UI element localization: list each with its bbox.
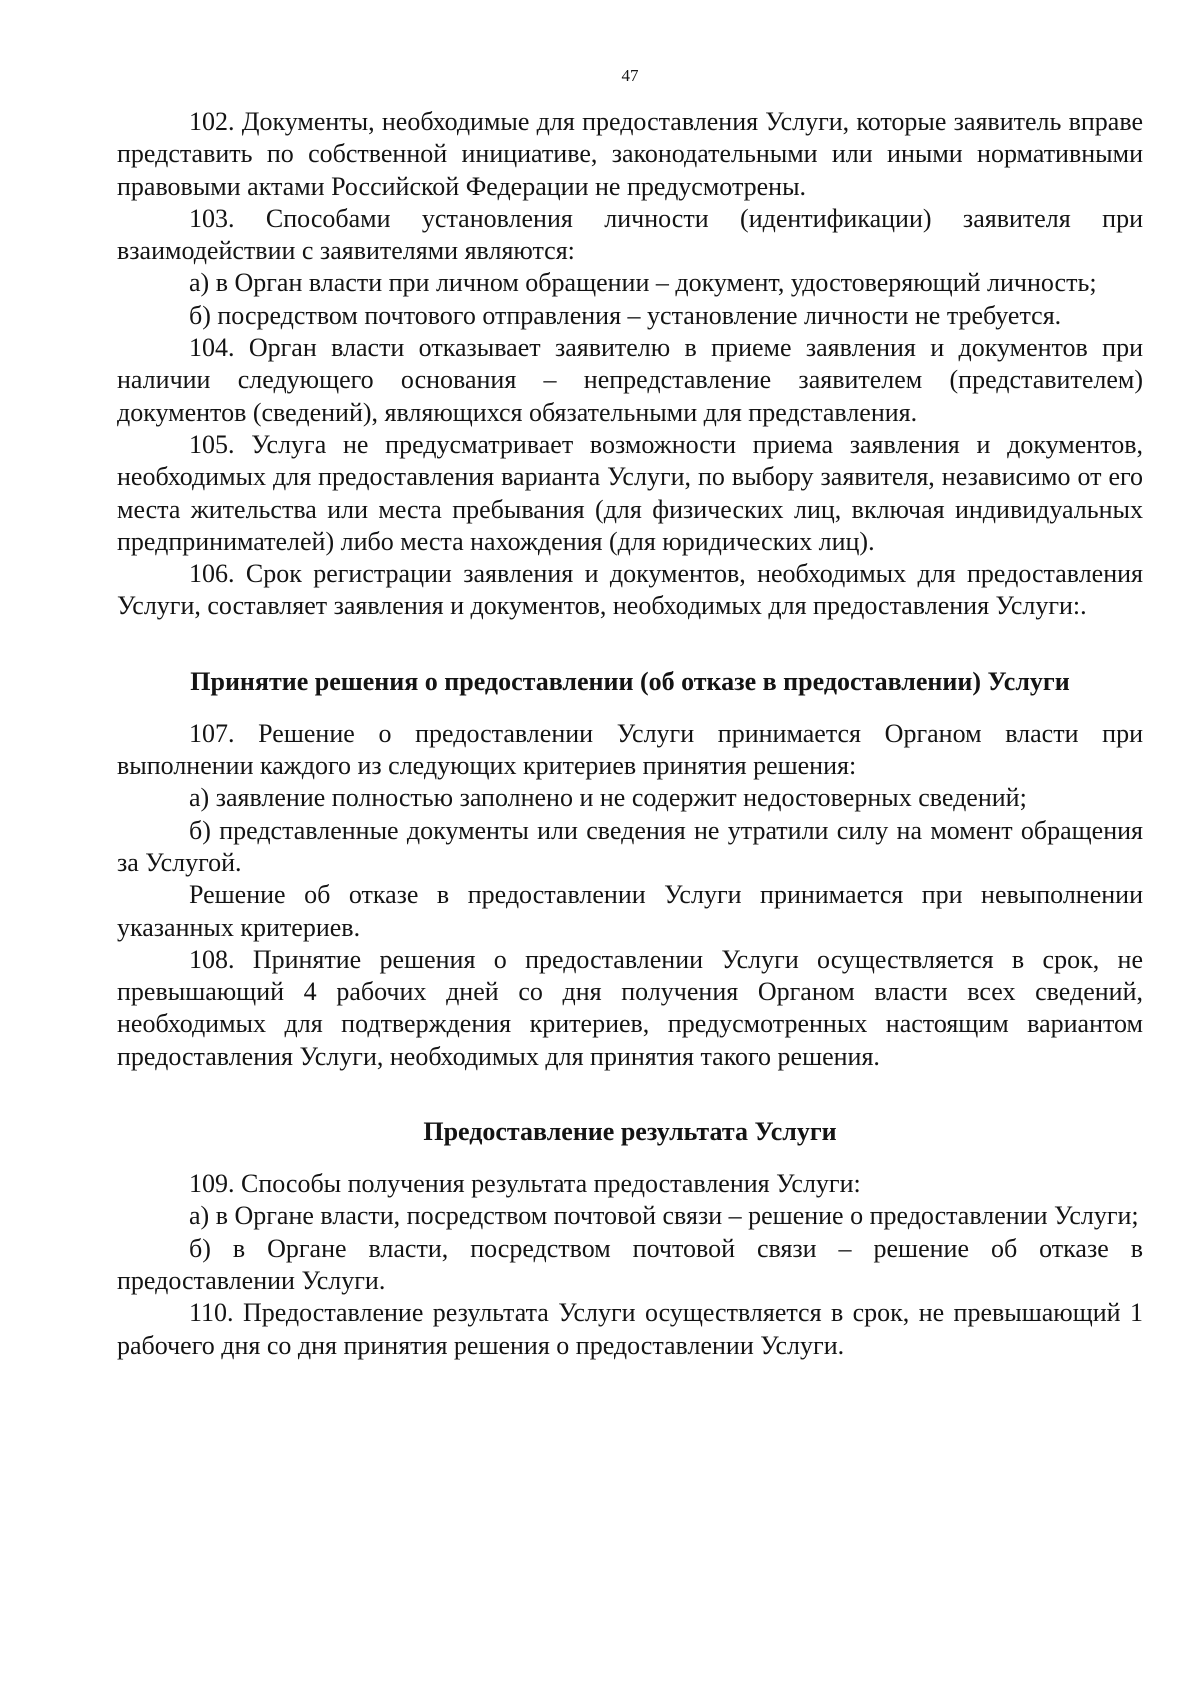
paragraph-103: 103. Способами установления личности (идентификации) заявителя при взаимодействии с заявителями являются:: [117, 203, 1143, 266]
paragraph-109-b: б) в Органе власти, посредством почтовой связи – решение об отказе в предоставлении Услуги.: [117, 1233, 1143, 1295]
paragraph-110: 110. Предоставление результата Услуги осуществляется в срок, не превышающий 1 рабочего дня со дня принятия решения о предоставлении Услуги.: [117, 1298, 1143, 1360]
paragraph-refusal: Решение об отказе в предоставлении Услуги принимается при невыполнении указанных критериев.: [117, 880, 1143, 942]
paragraph-107: 107. Решение о предоставлении Услуги принимается Органом власти при выполнении каждого из следующих критериев принятия решения:: [117, 718, 1143, 781]
paragraph-104: 104. Орган власти отказывает заявителю в приеме заявления и документов при наличии следующего основания – непредставление заявителем (представителем) документов (сведений), являющихся обязательными для представления.: [117, 333, 1143, 427]
paragraph-106: 106. Срок регистрации заявления и документов, необходимых для предоставления Услуги, составляет заявления и документов, необходимых для предоставления Услуги:.: [117, 559, 1143, 621]
paragraph-103-b: б) посредством почтового отправления – установление личности не требуется.: [189, 300, 1062, 330]
section-result: [117, 1168, 1143, 1362]
paragraph-107-b: б) представленные документы или сведения не утратили силу на момент обращения за Услугой.: [117, 815, 1143, 877]
paragraph-109-a: а) в Органе власти, посредством почтовой связи – решение о предоставлении Услуги;: [189, 1201, 1139, 1231]
paragraph-109: 109. Способы получения результата предоставления Услуги:: [189, 1169, 861, 1199]
paragraph-108: 108. Принятие решения о предоставлении Услуги осуществляется в срок, не превышающий 4 рабочих дней со дня получения Органом власти всех сведений, необходимых для подтверждения критериев, предусмотренных настоящим вариантом предоставления Услуги, необходимых для принятия такого решения.: [117, 944, 1143, 1071]
spacer: [117, 1073, 1143, 1116]
paragraph-102: 102. Документы, необходимые для предоставления Услуги, которые заявитель вправе представить по собственной инициативе, законодательными или иными нормативными правовыми актами Российской Федерации не предусмотрены.: [117, 107, 1143, 201]
spacer: [117, 623, 1143, 666]
page-number: 47: [621, 66, 639, 85]
section-heading-result: Предоставление результата Услуги: [423, 1117, 837, 1147]
section-decision: [117, 718, 1143, 1073]
paragraph-103-a: а) в Орган власти при личном обращении – документ, удостоверяющий личность;: [189, 268, 1097, 298]
section-requirements: [117, 106, 1143, 623]
spacer: [117, 1148, 1143, 1168]
paragraph-107-a: а) заявление полностью заполнено и не содержит недостоверных сведений;: [189, 783, 1027, 813]
spacer: [117, 698, 1143, 718]
section-heading-decision: Принятие решения о предоставлении (об отказе в предоставлении) Услуги: [190, 666, 1070, 696]
paragraph-105: 105. Услуга не предусматривает возможности приема заявления и документов, необходимых для предоставления варианта Услуги, по выбору заявителя, независимо от его места жительства или места пребывания (для физических лиц, включая индивидуальных предпринимателей) либо места нахождения (для юридических лиц).: [117, 429, 1143, 556]
